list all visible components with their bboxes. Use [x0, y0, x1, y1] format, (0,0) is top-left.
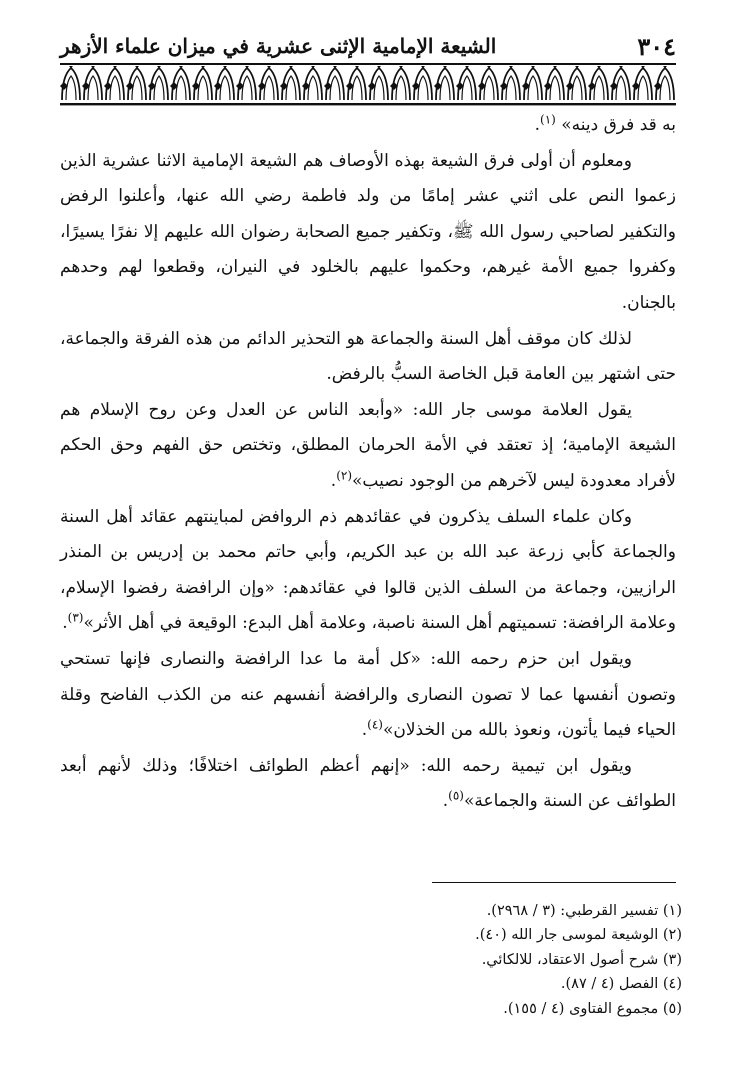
footnote-ref: (٢) — [336, 468, 353, 483]
footnote-separator — [432, 882, 676, 883]
paragraph: ومعلوم أن أولى فرق الشيعة بهذه الأوصاف هم الشيعة الإمامية الاثنا عشرية الذين زعموا النص على اثني عشر إمامًا من ولد فاطمة رضي الله عنها، وأعلنوا الرفض والتكفير لصاحبي رسول الله ﷺ، وتكفير جميع الصحابة رضوان الله عليهم إلا نفرًا يسيرًا، وكفروا جميع الأمة غيرهم، وحكموا عليهم بالخلود في النيران، وقطعوا لهم وحدهم بالجنان. — [60, 150, 676, 313]
footnotes — [60, 899, 682, 1021]
footnote: (٥) مجموع الفتاوى (٤ / ١٥٥). — [503, 1000, 682, 1017]
footnote: (١) تفسير القرطبي: (٣ / ٢٩٦٨). — [486, 903, 682, 919]
footnote: (٢) الوشيعة لموسى جار الله (٤٠). — [475, 927, 682, 944]
main-text — [60, 108, 676, 820]
paragraph: لذلك كان موقف أهل السنة والجماعة هو التحذير الدائم من هذه الفرقة والجماعة، حتى اشتهر بين العامة قبل الخاصة السبُّ بالرفض. — [60, 328, 676, 385]
page-number: ٣٠٤ — [637, 31, 676, 61]
running-title: الشيعة الإمامية الإثنى عشرية في ميزان علماء الأزهر — [60, 34, 497, 58]
footnote-ref: (٣) — [67, 610, 84, 625]
footnote-ref: (٤) — [367, 717, 383, 732]
footnote: (٣) شرح أصول الاعتقاد، للالكائي. — [481, 951, 682, 968]
paragraph: وكان علماء السلف يذكرون في عقائدهم ذم الروافض لمباينتهم عقائد أهل السنة والجماعة كأبي زرعة عبد الله بن عبد الكريم، وأبي حاتم محمد بن إدريس بن المنذر الرازيين، وجماعة من السلف الذين قالوا في عقائدهم: «وإن الرافضة رفضوا الإسلام، وعلامة الرافضة: تسميتهم أهل السنة ناصبة، وعلامة أهل البدع: الوقيعة في أهل الأثر»$^{(٣)}$. — [60, 506, 676, 634]
paragraph: ويقول ابن حزم رحمه الله: «كل أمة ما عدا الرافضة والنصارى فإنها تستحي وتصون أنفسها عما لا تصون النصارى والرافضة أنفسهم عنه من الكذب الفاضح وقلة الحياء فيما يأتون، ونعوذ بالله من الخذلان»$^{(٤)}$. — [60, 648, 676, 741]
footnote-ref: (٥) — [448, 788, 464, 803]
paragraph: ويقول ابن تيمية رحمه الله: «إنهم أعظم الطوائف اختلافًا؛ وذلك لأنهم أبعد الطوائف عن السنة والجماعة»$^{(٥)}$. — [60, 755, 676, 812]
paragraph: يقول العلامة موسى جار الله: «وأبعد الناس عن العدل وعن روح الإسلام هم الشيعة الإمامية؛ إذ تعتقد في الأمة الحرمان المطلق، وتختص حق الفهم وحق الحكم لأفراد معدودة ليس لآخرهم من الوجود نصيب»$^{(٢)}$. — [60, 399, 676, 491]
footnote: (٤) الفصل (٤ / ٨٧). — [560, 976, 682, 993]
footnote-ref: (١) — [540, 112, 556, 127]
paragraph: به قد فرق دينه» $^{(١)}$. — [534, 112, 676, 135]
ornamental-border — [60, 62, 676, 106]
running-header — [60, 30, 676, 62]
